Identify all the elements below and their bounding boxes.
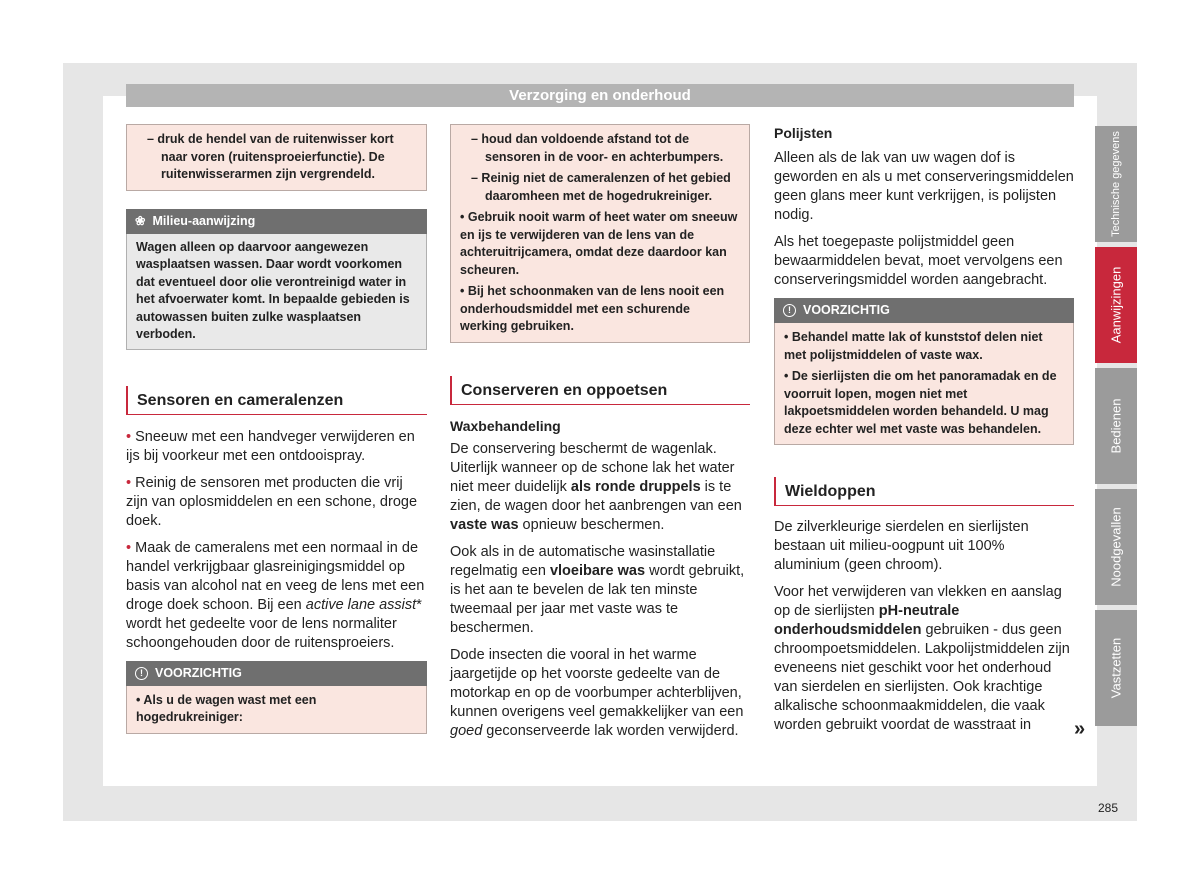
subheading-polijsten: Polijsten	[774, 125, 833, 141]
environment-note	[126, 209, 427, 350]
bullet-icon: •	[126, 474, 132, 491]
chapter-header: Verzorging en onderhoud	[126, 84, 1074, 107]
dash-item: – druk de hendel van de ruitenwisser kort naar voren (ruitensproeierfunctie). De ruitenwisserarmen zijn vergrendeld.	[147, 132, 394, 181]
environment-note-text: Wagen alleen op daarvoor aangewezen wasplaatsen wassen. Daar wordt voorkomen dat eventueel door olie verontreinigd water in het afvoerwater komt. In bepaalde gebieden is autowassen buiten zulke wasplaatsen verboden.	[126, 234, 427, 350]
caution-continuation-box	[450, 124, 750, 343]
caution-box-2	[774, 298, 1074, 445]
continue-marker: »	[1074, 718, 1086, 740]
wheelcap-section	[774, 518, 1074, 735]
paragraph: Dode insecten die vooral in het warme jaargetijde op het voorste gedeelte van de motorkap en op de voorbumper achterblijven, kunnen overigens veel gemakkelijker van een goed geconserveerde lak worden verwijderd.	[450, 646, 744, 739]
exclamation-icon: !	[783, 304, 796, 317]
paragraph: Alleen als de lak van uw wagen dof is geworden en als u met conserveringsmiddelen geen glans meer kunt verkrijgen, is polijsten nodig.	[774, 150, 1074, 223]
section-title-wieldoppen: Wieldoppen	[774, 477, 1074, 506]
subheading-waxbehandeling: Waxbehandeling	[450, 417, 561, 434]
caution-item: • Gebruik nooit warm of heet water om sneeuw en ijs te verwijderen van de lens van de achteruitrijcamera, omdat deze daardoor kan scheuren.	[460, 210, 738, 277]
sensor-instructions	[126, 428, 427, 653]
environment-note-title: Milieu-aanwijzing	[152, 213, 256, 228]
list-item: • Sneeuw met een handveger verwijderen en ijs bij voorkeur met een ontdooispray.	[126, 428, 415, 464]
caution-item: • Behandel matte lak of kunststof delen niet met polijstmiddelen of vaste wax.	[784, 330, 1043, 362]
wax-section	[450, 417, 750, 741]
warning-continuation-box	[126, 124, 427, 191]
caution-item: • De sierlijsten die om het panoramadak en de voorruit lopen, mogen niet met lakpoetsmiddelen worden behandeld. U mag deze echter wel met vaste was behandelen.	[784, 369, 1057, 436]
paragraph: Ook als in de automatische wasinstallatie regelmatig een vloeibare was wordt gebruikt, is het aan te bevelen de lak ten minste tweemaal per jaar met vaste was te beschermen.	[450, 543, 745, 636]
environment-note-header	[126, 209, 427, 234]
list-item: • Reinig de sensoren met producten die vrij zijn van oplosmiddelen en een schone, droge doek.	[126, 474, 418, 529]
tab-vastzetten[interactable]: Vastzetten	[1095, 610, 1137, 726]
dash-item: – houd dan voldoende afstand tot de sensoren in de voor- en achterbumpers.	[471, 132, 724, 164]
dash-item: – Reinig niet de cameralenzen of het gebied daaromheen met de hogedrukreiniger.	[471, 171, 731, 203]
paragraph: De zilverkleurige sierdelen en sierlijsten bestaan uit milieu-oogpunt uit 100% aluminium (geen chroom).	[774, 519, 1029, 573]
tab-bedienen[interactable]: Bedienen	[1095, 368, 1137, 484]
caution-text: • Als u de wagen wast met een hogedrukreiniger:	[126, 686, 427, 734]
section-title-sensoren: Sensoren en cameralenzen	[126, 386, 427, 415]
caution-body	[774, 323, 1074, 445]
caution-box-1	[126, 661, 427, 734]
page-number: 285	[1098, 801, 1119, 815]
caution-header	[774, 298, 1074, 323]
bullet-icon: •	[126, 428, 132, 445]
caution-header	[126, 661, 427, 686]
column-2	[450, 124, 750, 749]
tab-noodgevallen[interactable]: Noodgevallen	[1095, 489, 1137, 605]
flower-icon: ❀	[135, 213, 146, 228]
caution-title: VOORZICHTIG	[155, 665, 242, 680]
caution-item: • Bij het schoonmaken van de lens nooit een onderhoudsmiddel met een schurende werking gebruiken.	[460, 284, 725, 333]
section-title-conserveren: Conserveren en oppoetsen	[450, 376, 750, 405]
bullet-icon: •	[126, 539, 132, 556]
tab-aanwijzingen[interactable]: Aanwijzingen	[1095, 247, 1137, 363]
tab-technische-gegevens[interactable]: Technische gegevens	[1095, 126, 1137, 242]
list-item: • Maak de cameralens met een normaal in de handel verkrijgbaar glasreinigingsmiddel op basis van alcohol nat en veeg de lens met een droge doek schoon. Bij een active lane assist* wordt het gedeelte voor de lens normaliter schoongehouden door de ruitensproeiers.	[126, 539, 425, 651]
paragraph: Als het toegepaste polijstmiddel geen bewaarmiddelen bevat, moet vervolgens een conserveringsmiddel worden aangebracht.	[774, 234, 1063, 288]
paragraph: Voor het verwijderen van vlekken en aanslag op de sierlijsten pH-neutrale onderhoudsmiddelen gebruiken - dus geen chroompoetsmiddelen. Lakpolijstmiddelen zijn eveneens niet geschikt voor het onderhoud van sierdelen en sierlijsten. Ook krachtige alkalische schoonmaakmiddelen, die vaak worden gebruikt voordat de wasstraat in	[774, 584, 1070, 733]
caution-title: VOORZICHTIG	[803, 303, 890, 317]
paragraph: De conservering beschermt de wagenlak. Uiterlijk wanneer op de schone lak het water niet meer duidelijk als ronde druppels is te zien, de wagen door het aanbrengen van een vaste was opnieuw beschermen.	[450, 440, 742, 533]
polish-section	[774, 124, 1074, 290]
column-3	[774, 124, 1074, 743]
column-1	[126, 124, 427, 734]
exclamation-icon: !	[135, 667, 148, 680]
